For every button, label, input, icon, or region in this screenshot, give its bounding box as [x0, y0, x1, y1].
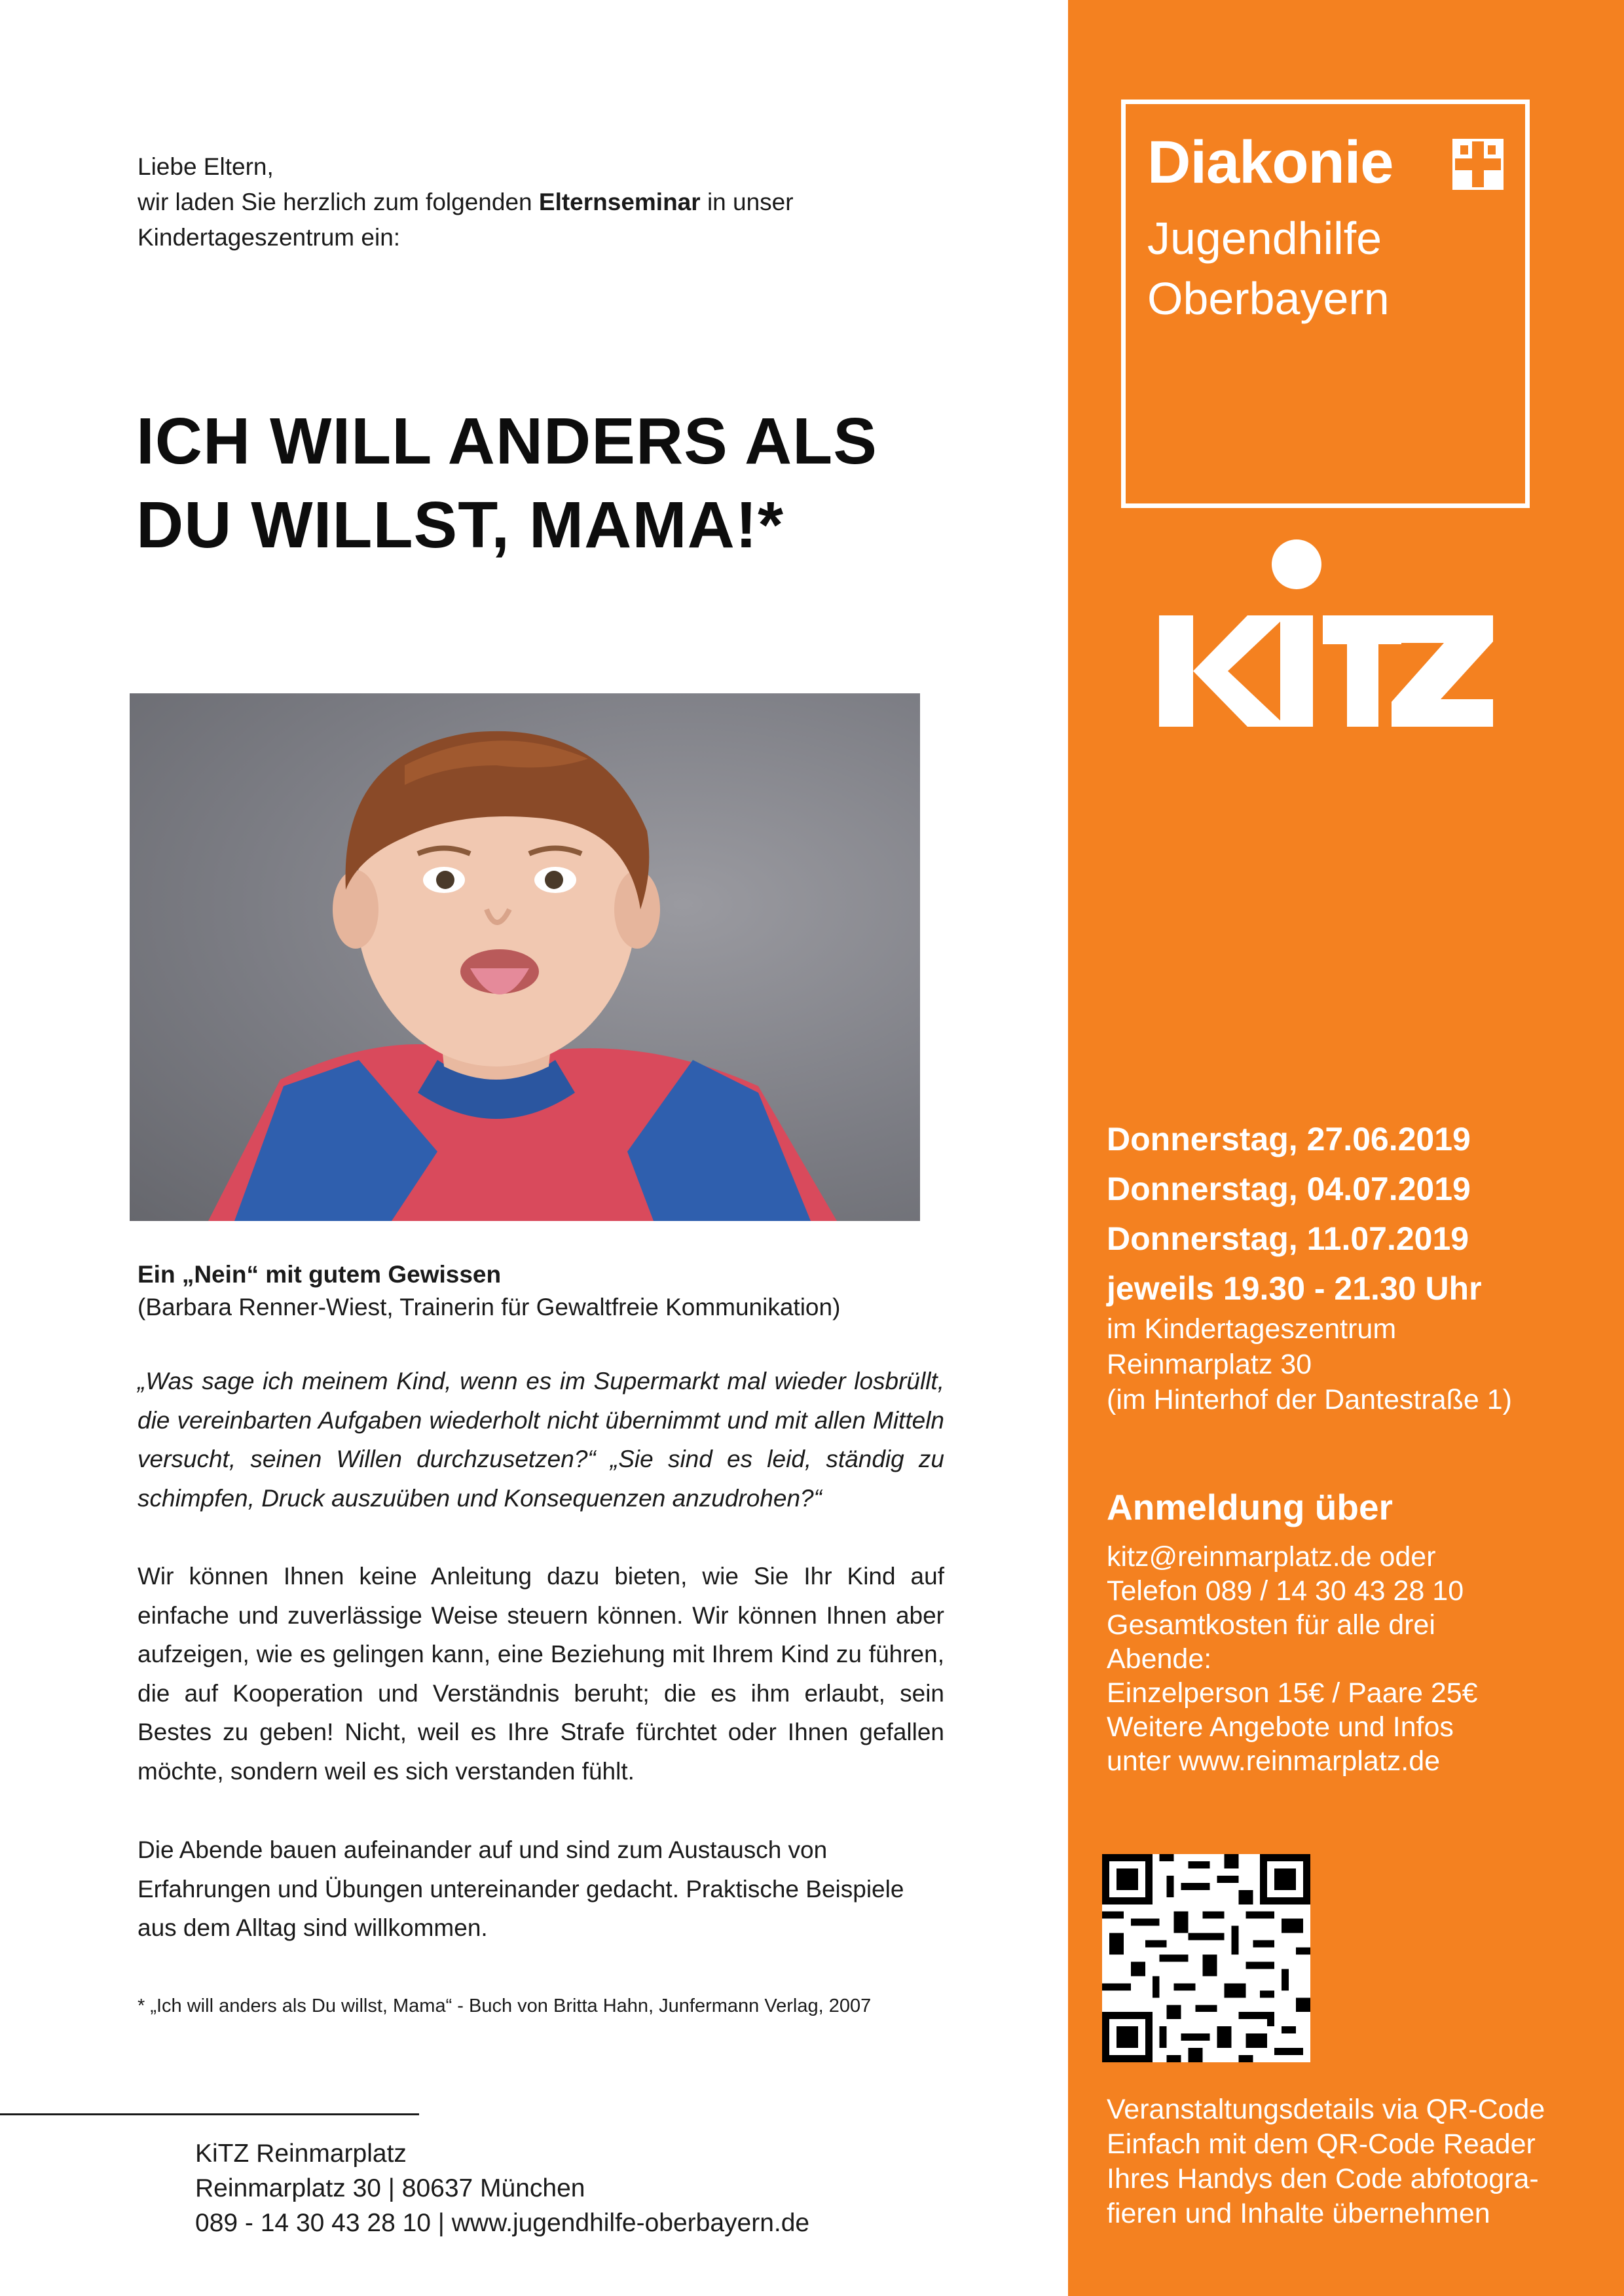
title-line-1: ICH WILL ANDERS ALS	[136, 405, 877, 478]
event-time: jeweils 19.30 - 21.30 Uhr	[1107, 1270, 1482, 1307]
registration-cost-cont: Abende:	[1107, 1643, 1212, 1675]
article-closing: Die Abende bauen aufeinander auf und sind zum Austausch von Erfahrungen und Übungen untereinander gedacht. Praktische Beispiele aus dem Alltag sind willkommen.	[138, 1836, 904, 1941]
article-subheading: Ein „Nein“ mit gutem Gewissen	[138, 1261, 502, 1288]
venue-line-3: (im Hinterhof der Dantestraße 1)	[1107, 1384, 1512, 1415]
registration-info	[1107, 1540, 1604, 1778]
registration-website: unter www.reinmarplatz.de	[1107, 1745, 1441, 1777]
footer-org: KiTZ Reinmarplatz	[195, 2140, 407, 2168]
article-quote: „Was sage ich meinem Kind, wenn es im Supermarkt mal wieder losbrüllt, die vereinbarten Aufgaben wiederholt nicht übernimmt und mit allen Mitteln versucht, seinen Willen durchzusetzen?“ „Sie sind es leid, ständig zu schimpfen, Druck auszuüben und Konsequenzen anzudrohen?“	[138, 1368, 944, 1512]
logo-line-oberbayern: Oberbayern	[1147, 273, 1390, 324]
qr-code-instructions	[1107, 2092, 1604, 2231]
diakonie-logo-wordmark: Diakonie	[1147, 129, 1393, 196]
title-line-2: DU WILLST, MAMA!*	[136, 488, 784, 562]
intro-invitation-start: wir laden Sie herzlich zum folgenden	[138, 189, 539, 215]
event-dates	[1107, 1114, 1604, 1313]
registration-email: kitz@reinmarplatz.de oder	[1107, 1541, 1436, 1573]
qr-info-line-3: Ihres Handys den Code abfotogra-	[1107, 2163, 1539, 2195]
registration-heading: Anmeldung über	[1107, 1487, 1393, 1527]
child-illustration	[130, 693, 920, 1221]
article-author: (Barbara Renner-Wiest, Trainerin für Gewaltfreie Kommunikation)	[138, 1294, 841, 1321]
article-body: Wir können Ihnen keine Anleitung dazu bieten, wie Sie Ihr Kind auf einfache und zuverlässige Weise steuern können. Wir können Ihnen aber aufzeigen, wie es gelingen kann, eine Beziehung mit Ihrem Kind zu führen, die auf Kooperation und Verständnis beruht; die es ihm erlaubt, sein Bestes zu geben! Nicht, weil es Ihre Strafe fürchtet oder Ihnen gefallen möchte, sondern weil es sich verstanden fühlt.	[138, 1563, 944, 1785]
child-photo	[130, 693, 920, 1221]
footer-divider	[0, 2113, 419, 2115]
intro-invitation-end: in unser	[700, 189, 794, 215]
footer-contact: 089 - 14 30 43 28 10 | www.jugendhilfe-oberbayern.de	[195, 2209, 810, 2237]
event-venue	[1107, 1311, 1604, 1417]
registration-prices: Einzelperson 15€ / Paare 25€	[1107, 1677, 1478, 1709]
intro-location-line: Kindertageszentrum ein:	[138, 224, 401, 251]
venue-line-2: Reinmarplatz 30	[1107, 1349, 1312, 1380]
footnote: * „Ich will anders als Du willst, Mama“ - Buch von Britta Hahn, Junfermann Verlag, 2007	[138, 1995, 872, 2016]
kitz-logo-icon	[1156, 537, 1496, 733]
venue-line-1: im Kindertageszentrum	[1107, 1313, 1397, 1345]
registration-phone: Telefon 089 / 14 30 43 28 10	[1107, 1575, 1464, 1607]
qr-code-icon	[1102, 1854, 1310, 2062]
page-title	[136, 399, 987, 567]
registration-more: Weitere Angebote und Infos	[1107, 1711, 1454, 1743]
diakonie-cross-icon	[1452, 139, 1504, 190]
footer-street: Reinmarplatz 30 | 80637 München	[195, 2174, 585, 2202]
intro-invitation	[138, 185, 923, 220]
intro-seminar-keyword: Elternseminar	[538, 189, 701, 215]
event-date-1: Donnerstag, 27.06.2019	[1107, 1121, 1471, 1157]
qr-info-line-1: Veranstaltungsdetails via QR-Code	[1107, 2094, 1545, 2125]
qr-info-line-2: Einfach mit dem QR-Code Reader	[1107, 2128, 1536, 2160]
event-date-2: Donnerstag, 04.07.2019	[1107, 1171, 1471, 1207]
registration-cost: Gesamtkosten für alle drei	[1107, 1609, 1435, 1641]
diakonie-logo-subtitle	[1147, 208, 1390, 329]
intro-greeting: Liebe Eltern,	[138, 153, 274, 180]
qr-info-line-4: fieren und Inhalte übernehmen	[1107, 2198, 1490, 2229]
event-date-3: Donnerstag, 11.07.2019	[1107, 1220, 1469, 1257]
footer-address	[195, 2136, 809, 2240]
intro-text	[138, 149, 923, 255]
logo-line-jugendhilfe: Jugendhilfe	[1147, 213, 1382, 264]
